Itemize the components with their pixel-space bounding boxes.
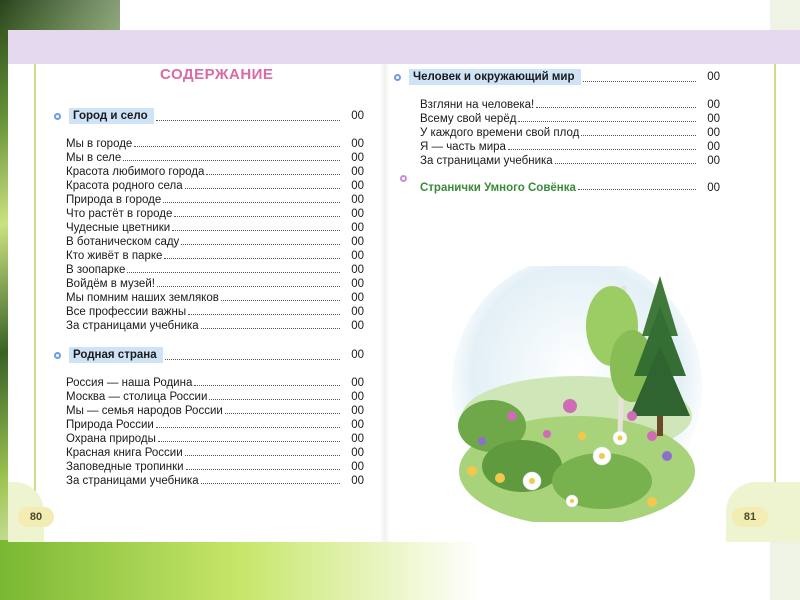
dot-leader [209, 398, 340, 400]
toc-item[interactable] [66, 319, 364, 333]
dot-leader [127, 271, 340, 273]
right-margin-line [774, 64, 776, 504]
toc-label: Кто живёт в парке [66, 250, 163, 262]
toc-label: У каждого времени свой плод [420, 127, 580, 139]
page-ref: 00 [351, 419, 364, 431]
page-ref: 00 [351, 292, 364, 304]
dot-leader [157, 285, 340, 287]
page-number-left: 80 [18, 507, 54, 527]
dot-leader [201, 482, 340, 484]
dot-leader [164, 257, 340, 259]
dot-leader [201, 327, 340, 329]
textbook-spread [8, 30, 800, 542]
page-ref: 00 [351, 236, 364, 248]
page-ref: 00 [351, 278, 364, 290]
toc-item[interactable] [66, 446, 364, 460]
toc-label: Я — часть мира [420, 141, 506, 153]
toc-item[interactable] [66, 137, 364, 151]
toc-label: Природа России [66, 419, 154, 431]
page-number-right: 81 [732, 507, 768, 527]
dot-leader [172, 229, 340, 231]
page-ref: 00 [351, 110, 364, 122]
toc-label: Москва — столица России [66, 391, 208, 403]
page-ref: 00 [351, 349, 364, 361]
toc-item[interactable] [66, 460, 364, 474]
page-ref: 00 [351, 405, 364, 417]
page-ref: 00 [707, 99, 720, 111]
toc-item[interactable] [66, 376, 364, 390]
toc-item[interactable] [420, 126, 720, 140]
toc-label: Все профессии важны [66, 306, 187, 318]
page-ref: 00 [351, 250, 364, 262]
page-ref: 00 [351, 475, 364, 487]
dot-leader [185, 454, 340, 456]
page-ref: 00 [351, 264, 364, 276]
page-top-band [8, 30, 800, 64]
section-heading-chelovek[interactable] [394, 68, 720, 86]
dot-leader [555, 162, 696, 164]
toc-item[interactable] [420, 98, 720, 112]
meadow-illustration [452, 266, 702, 522]
page-ref: 00 [351, 391, 364, 403]
toc-item[interactable] [66, 179, 364, 193]
dot-leader [206, 173, 340, 175]
toc-item[interactable] [66, 390, 364, 404]
bullet-icon [54, 113, 61, 120]
toc-label: Странички Умного Совёнка [420, 182, 576, 194]
page-ref: 00 [351, 180, 364, 192]
section-heading-gorod[interactable] [54, 107, 364, 125]
dot-leader [165, 358, 340, 360]
page-ref: 00 [351, 306, 364, 318]
page-ref: 00 [351, 377, 364, 389]
slide-decoration-top [0, 0, 800, 34]
dot-leader [158, 440, 340, 442]
toc-label: Мы помним наших земляков [66, 292, 219, 304]
bullet-icon [54, 352, 61, 359]
toc-item[interactable] [66, 404, 364, 418]
dot-leader [174, 215, 340, 217]
dot-leader [163, 201, 340, 203]
dot-leader [583, 80, 696, 82]
page-ref: 00 [351, 166, 364, 178]
page-ref: 00 [351, 222, 364, 234]
toc-label: Взгляни на человека! [420, 99, 535, 111]
toc-item[interactable] [66, 277, 364, 291]
toc-label: В ботаническом саду [66, 236, 180, 248]
toc-label: Мы в селе [66, 152, 122, 164]
bullet-icon [394, 74, 401, 81]
toc-label: Красота любимого города [66, 166, 205, 178]
bullet-icon [400, 175, 407, 182]
toc-item[interactable] [420, 112, 720, 126]
dot-leader [186, 468, 340, 470]
dot-leader [221, 299, 340, 301]
dot-leader [188, 313, 340, 315]
toc-item[interactable] [66, 151, 364, 165]
toc-item[interactable] [66, 263, 364, 277]
toc-label: За страницами учебника [66, 475, 199, 487]
toc-label: Заповедные тропинки [66, 461, 184, 473]
page-ref: 00 [351, 208, 364, 220]
toc-item[interactable] [66, 291, 364, 305]
toc-label: Красота родного села [66, 180, 183, 192]
toc-label: За страницами учебника [66, 320, 199, 332]
toc-item[interactable] [66, 235, 364, 249]
toc-item[interactable] [66, 432, 364, 446]
contents-title: СОДЕРЖАНИЕ [160, 66, 274, 83]
toc-item[interactable] [66, 305, 364, 319]
toc-label: Чудесные цветники [66, 222, 171, 234]
toc-label: Мы в городе [66, 138, 133, 150]
toc-label: Природа в городе [66, 194, 162, 206]
bullet-only [400, 169, 420, 187]
toc-label: Мы — семья народов России [66, 405, 223, 417]
section-heading-strana[interactable] [54, 346, 364, 364]
toc-label: Охрана природы [66, 433, 156, 445]
dot-leader [185, 187, 340, 189]
toc-label: Красная книга России [66, 447, 183, 459]
dot-leader [578, 188, 696, 190]
dot-leader [225, 412, 340, 414]
toc-label: Что растёт в городе [66, 208, 173, 220]
dot-leader [181, 243, 340, 245]
toc-item[interactable] [66, 207, 364, 221]
page-ref: 00 [707, 141, 720, 153]
left-margin-line [34, 64, 36, 504]
book-gutter [380, 64, 390, 542]
toc-label: Войдём в музей! [66, 278, 155, 290]
page-ref: 00 [351, 320, 364, 332]
toc-item[interactable] [66, 165, 364, 179]
page-ref: 00 [707, 155, 720, 167]
dot-leader [536, 106, 696, 108]
toc-label: Россия — наша Родина [66, 377, 193, 389]
toc-item[interactable] [420, 154, 720, 168]
section-title: Человек и окружающий мир [409, 69, 581, 85]
page-ref: 00 [351, 447, 364, 459]
page-ref: 00 [351, 152, 364, 164]
dot-leader [123, 159, 340, 161]
page-ref: 00 [351, 138, 364, 150]
dot-leader [518, 120, 696, 122]
page-ref: 00 [351, 433, 364, 445]
dot-leader [508, 148, 696, 150]
dot-leader [156, 426, 340, 428]
section-title: Родная страна [69, 347, 163, 363]
slide-decoration-bottom [0, 540, 800, 600]
toc-item[interactable] [66, 249, 364, 263]
dot-leader [581, 134, 696, 136]
page-ref: 00 [351, 194, 364, 206]
toc-item[interactable] [66, 418, 364, 432]
extra-section-heading[interactable] [420, 182, 720, 194]
toc-item[interactable] [66, 193, 364, 207]
section-title: Город и село [69, 108, 154, 124]
toc-label: За страницами учебника [420, 155, 553, 167]
dot-leader [194, 384, 340, 386]
page-ref: 00 [707, 71, 720, 83]
toc-item[interactable] [66, 474, 364, 488]
dot-leader [156, 119, 340, 121]
page-ref: 00 [707, 182, 720, 194]
page-ref: 00 [351, 461, 364, 473]
page-ref: 00 [707, 113, 720, 125]
toc-label: Всему свой черёд [420, 113, 517, 125]
toc-label: В зоопарке [66, 264, 126, 276]
dot-leader [134, 145, 340, 147]
toc-item[interactable] [420, 140, 720, 154]
page-ref: 00 [707, 127, 720, 139]
toc-item[interactable] [66, 221, 364, 235]
